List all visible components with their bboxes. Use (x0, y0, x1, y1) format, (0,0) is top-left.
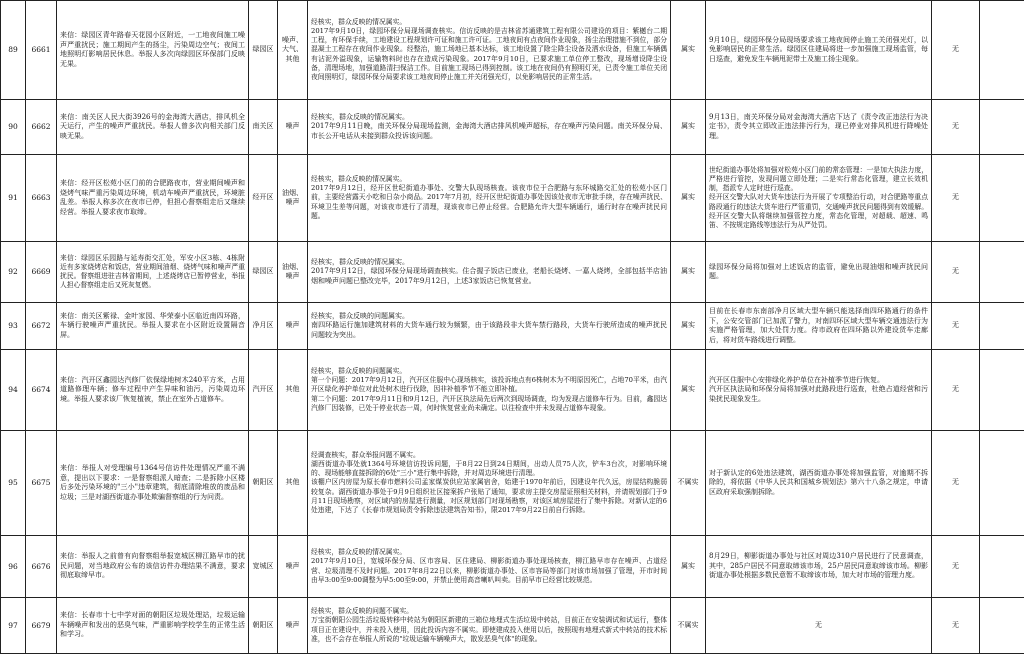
handling-result: 绿园环保分局将加强对上述饭店的监管，避免出现油烟和噪声扰民问题。 (706, 242, 932, 303)
accountability: 无 (932, 598, 980, 654)
investigation-result: 经调查核实，群众举报问题不属实。 湖西街道办事处就1364号环境信访投诉问题，于8月22日到24日期间，出动人员75人次，铲车3台次，对影响环境的、现场能够直接拆除的6处"三小"进行集中拆除，并对周边环境进行清理。 该棚户区内房屋为原长春市燃料公司孟家煤炭供应站家属宿舍，始建于1970年前后，因建设年代久远，房屋结构脆弱较复杂。湖西街道办事处于9月9日组织社区接案拆户张贴了通知，要求房主提交房屋证照相关材料，并请规划部门于9月11日现场勘察，对区域内的房屋进行测量，对区规划部门对现场勘察，对该区域房屋进行了集中拆除。对新认定的6处违建，下达了《长春市规划局责令拆除违法建筑告知书》，限2017年9月22日前自行拆除。 (308, 431, 671, 536)
pollution-category: 其他 (278, 431, 308, 536)
pollution-category: 噪声 (278, 100, 308, 155)
accountability: 无 (932, 431, 980, 536)
complaint-content: 来信：举报人之前曾有向督察组举报宽城区柳江路早市的扰民问题，对当地政府公布的该信访件办理结果不满意，要求彻底取缔早市。 (57, 536, 249, 598)
district: 绿园区 (249, 1, 278, 100)
table-row (1, 598, 1024, 654)
investigation-result: 经核实，群众反映的情况属实。 2017年9月12日，绿园环保分局现场调查核实。住合握子饭店已废业，老船长烧烤、一嘉人烧烤，全部包括半店油烟和噪声问题已整改完毕，2017年9月12日，上述3家饭店已恢复营业。 (308, 242, 671, 303)
empty-cell (980, 242, 1024, 303)
verdict: 不属实 (671, 598, 706, 654)
handling-result: 世纪街道办事处将加强对松苑小区门前的常态管理：一是加大执法力度，严格进行管控，发现问题立即处理；二是实行常态化管理，建立长效机制，指派专人定时进行巡查。 经开区交警大队对大货车违法行为开展了专项整治行动，对合肥路等重点路段通行的违法大货车进行严管重罚，交通噪声扰民问题得到有效缓解。经开区交警大队将继续加强管控力度，常态化管理，对超载、超速、鸣笛、不按规定路线等违法行为从严处罚。 (706, 155, 932, 242)
row-number: 91 (1, 155, 26, 242)
verdict: 属实 (671, 536, 706, 598)
verdict: 属实 (671, 100, 706, 155)
case-id: 6662 (26, 100, 57, 155)
handling-result: 9月10日，绿园环保分局现场要求该工地夜间停止施工关闭强光灯，以免影响居民的正常生活。绿园区住建局将进一步加强施工现场监管，每日巡查，避免发生车辆甩泥带土及施工扬尘现象。 (706, 1, 932, 100)
complaint-content: 来信：绿园区乐园路与延寿街交汇处，军安小区3栋、4栋附近有多家烧烤店和饭店，营业期间油烟、烧烤气味和噪声严重扰民。督察组进驻吉林省期间，上述烧烤店已暂停营业，举报人担心督察组走后又死灰复燃。 (57, 242, 249, 303)
case-id: 6679 (26, 598, 57, 654)
verdict: 属实 (671, 350, 706, 431)
case-id: 6661 (26, 1, 57, 100)
investigation-result: 经核实，群众反映的情况属实。 2017年9月12日，经开区世纪街道办事处、交警大队现场核查。该夜市位于合肥路与东环城路交汇处的松苑小区门前，主要经营露天小吃和日杂小商品。2017年7月初，经开区世纪街道办事处因该处夜市无审批手续，存在噪声扰民、环境卫生差等问题，对该夜市进行了清理，现该夜市已停止经营。合肥路允许大型车辆通行，通行时存在噪声扰民问题。 (308, 155, 671, 242)
table-row (1, 1, 1024, 100)
pollution-category: 其他 (278, 350, 308, 431)
case-id: 6675 (26, 431, 57, 536)
pollution-category: 油烟、噪声 (278, 155, 308, 242)
accountability: 无 (932, 303, 980, 350)
investigation-result: 经核实，群众反映的情况属实。 2017年9月10日，绿园环保分局现场调查核实。信访反映的是吉林省苏通建筑工程有限公司建设的项目：紫樾台二期工程，有环保手续，工地建设工程规划许可证和施工许可证。工地夜间有点夜间作业现象，扬尘治理措施不到位，部分混凝土工程存在夜间作业现象。经整治，施工场地已基本达标，该工地设置了除尘降尘设备及洒水设备，但施工车辆偶有沾泥外溢现象，运输物料时也存在造成污染现象。2017年9月10日，已要求施工单位停工整改，现场增设降尘设备，清理场地，加强道路清扫保洁工作。目前施工现场已得到控制。该工地在夜间仍有照明灯光，已责令施工单位关闭夜间照明灯，绿园环保分局要求该工地夜间停止施工并关闭强光灯，以免影响居民的正常生活。 (308, 1, 671, 100)
case-id: 6674 (26, 350, 57, 431)
row-number: 90 (1, 100, 26, 155)
investigation-result: 经核实，群众反映的问题属实。 南四环路运行施加建筑材料的大货车通行较为频繁，由于该路段非大货车禁行路段，大货车行驶所造成的噪声扰民问题较为突出。 (308, 303, 671, 350)
empty-cell (980, 536, 1024, 598)
complaint-content: 来信：南关区人民大街3926号的金海湾大酒店，排风机全天运行，产生的噪声严重扰民。举报人曾多次向相关部门反映无果。 (57, 100, 249, 155)
verdict: 属实 (671, 1, 706, 100)
district: 朝阳区 (249, 598, 278, 654)
row-number: 95 (1, 431, 26, 536)
handling-result: 目前在长春市东南部净月区域大型车辆只能选择南四环路通行的条件下，公安交管部门已加派了警力，对南四环区域大型车辆交通违法行为实施严格管理，加大处罚力度。待市政府在四环路以外建设货车走廊后，将对货车路线进行调整。 (706, 303, 932, 350)
empty-cell (980, 350, 1024, 431)
complaint-content: 来信：举报人对受理编号1364号信访件处理情况严重不满意，提出以下要求：一是督察组派人暗查；二是拆除小区楼后多处污染环境的"三小"违章建筑，彻底清除堆放的废品和垃圾；三是对湖西街道办事处欺骗督察组的行为问责。 (57, 431, 249, 536)
investigation-result: 经核实，群众反映的情况属实。 2017年9月11日晚，南关环保分局现场监测，金海湾大酒店排风机噪声超标，存在噪声污染问题。南关环保分局、市长公开电话从未接到群众投诉该问题。 (308, 100, 671, 155)
district: 宽城区 (249, 536, 278, 598)
row-number: 93 (1, 303, 26, 350)
table-row (1, 431, 1024, 536)
handling-result: 汽开区住服中心安排绿化养护单位在补植季节进行恢复。 汽开区执法局和环保分局将加强对此路段进行巡查，杜绝占道经营和污染扰民现象发生。 (706, 350, 932, 431)
empty-cell (980, 431, 1024, 536)
investigation-result: 经核实，群众反映的情况属实。 2017年9月10日，宽城环保分局、区市容局、区住建局、柳影街道办事处现场核查，柳江路早市存在噪声、占道经营、垃圾清理不及时问题。2017年8月22日以来，柳影街道办事处、区市容局等部门对该市场加强了管理，开市时间由早3:00至9:00调整为早5:00至9:00，并禁止使用高音喇叭叫卖。目前早市已经营比较规范。 (308, 536, 671, 598)
verdict: 属实 (671, 303, 706, 350)
verdict: 不属实 (671, 431, 706, 536)
complaint-content: 来信：汽开区鑫园达汽修厂依保绿地树木240平方米，占用道路修理车辆；修车过程中产生异味和油污，污染周边环境。举报人要求该厂恢复植被，禁止在室外占道修车。 (57, 350, 249, 431)
case-id: 6676 (26, 536, 57, 598)
case-id: 6672 (26, 303, 57, 350)
pollution-category: 噪声、大气、其他 (278, 1, 308, 100)
handling-result: 无 (706, 598, 932, 654)
complaint-content: 来信：经开区松苑小区门前的合肥路夜市，营业期间噪声和烧烤气味严重污染周边环境，机动车噪声严重扰民，环境脏乱差。举报人称多次在夜市已停，但担心督察组走后又继续经营。举报人要求夜市取缔。 (57, 155, 249, 242)
accountability: 无 (932, 536, 980, 598)
district: 绿园区 (249, 242, 278, 303)
empty-cell (980, 155, 1024, 242)
district: 汽开区 (249, 350, 278, 431)
table-body (1, 1, 1024, 654)
row-number: 89 (1, 1, 26, 100)
verdict: 属实 (671, 155, 706, 242)
accountability: 无 (932, 242, 980, 303)
row-number: 97 (1, 598, 26, 654)
case-id: 6663 (26, 155, 57, 242)
row-number: 94 (1, 350, 26, 431)
pollution-category: 噪声 (278, 536, 308, 598)
accountability: 无 (932, 1, 980, 100)
handling-result: 对于新认定的6处违法建筑，湖西街道办事处将加强监管，对逾期不拆除的，将依据《中华人民共和国城乡规划法》第六十八条之规定，申请区政府采取强制拆除。 (706, 431, 932, 536)
handling-result: 8月29日，柳影街道办事处与社区对周边310户居民进行了民意调查，其中，285户居民不同意取缔该市场，25户居民同意取缔该市场。柳影街道办事处根据多数民意暂不取缔该市场，加大对市场的管理力度。 (706, 536, 932, 598)
table-row (1, 155, 1024, 242)
empty-cell (980, 598, 1024, 654)
empty-cell (980, 303, 1024, 350)
table-row (1, 100, 1024, 155)
table-row (1, 536, 1024, 598)
empty-cell (980, 100, 1024, 155)
pollution-category: 噪声 (278, 598, 308, 654)
accountability: 无 (932, 155, 980, 242)
investigation-result: 经核实，群众反映的问题属实。 第一个问题：2017年9月12日，汽开区住服中心现场核实，该投诉地点有6株树木为不明原因死亡，占地70平米，由汽开区绿化养护单位对此处树木进行伐除，因非补植季节不能立即补植。 第二个问题：2017年9月11日和9月12日，汽开区执法局先后两次到现场调查，均为发现占道修车行为。目前，鑫园达汽修厂因装修，已处于停业状态一周，何时恢复营业尚未确定。以往检查中并未发现占道修车现象。 (308, 350, 671, 431)
table-row (1, 303, 1024, 350)
table-row (1, 350, 1024, 431)
accountability: 无 (932, 100, 980, 155)
pollution-category: 噪声 (278, 303, 308, 350)
district: 净月区 (249, 303, 278, 350)
row-number: 92 (1, 242, 26, 303)
district: 经开区 (249, 155, 278, 242)
case-id: 6669 (26, 242, 57, 303)
complaint-content: 来信：长春市十七中学对面的朝阳区垃圾处理站，垃圾运输车辆噪声和发出的恶臭气味，严重影响学校学生的正常生活和学习。 (57, 598, 249, 654)
table-row (1, 242, 1024, 303)
district: 南关区 (249, 100, 278, 155)
verdict: 属实 (671, 242, 706, 303)
empty-cell (980, 1, 1024, 100)
complaint-content: 来信：绿园区青年路春天花园小区附近，一工地夜间施工噪声严重扰民；施工期间产生的扬尘，污染周边空气；夜间工地照明灯影响居民休息。举报人多次向绿园区环保部门反映无果。 (57, 1, 249, 100)
complaint-content: 来信：南关区紫禄、金叶家园、华荣泰小区临近南四环路，车辆行驶噪声严重扰民。举报人要求在小区附近设置隔音屏。 (57, 303, 249, 350)
accountability: 无 (932, 350, 980, 431)
district: 朝阳区 (249, 431, 278, 536)
investigation-result: 经核实，群众反映的问题不属实。 万宝街朝阳公园生活垃圾转移中转站为朝阳区新建的三箱位地埋式生活垃圾中转站，目前正在安装调试和试运行，整体项目正在建设中，并未投入使用，因此投诉内容不属实。即使建成投入使用以后，按照现有地埋式新式中转站的技术标准，也不会存在举报人所说的"垃圾运输车辆噪声大，散发恶臭气体"的现象。 (308, 598, 671, 654)
handling-result: 9月13日，南关环保分局对金海湾大酒店下达了《责令改正违法行为决定书》，责令其立即改正违法排污行为，现已停业对排风机进行降噪处理。 (706, 100, 932, 155)
row-number: 96 (1, 536, 26, 598)
pollution-category: 油烟、噪声 (278, 242, 308, 303)
